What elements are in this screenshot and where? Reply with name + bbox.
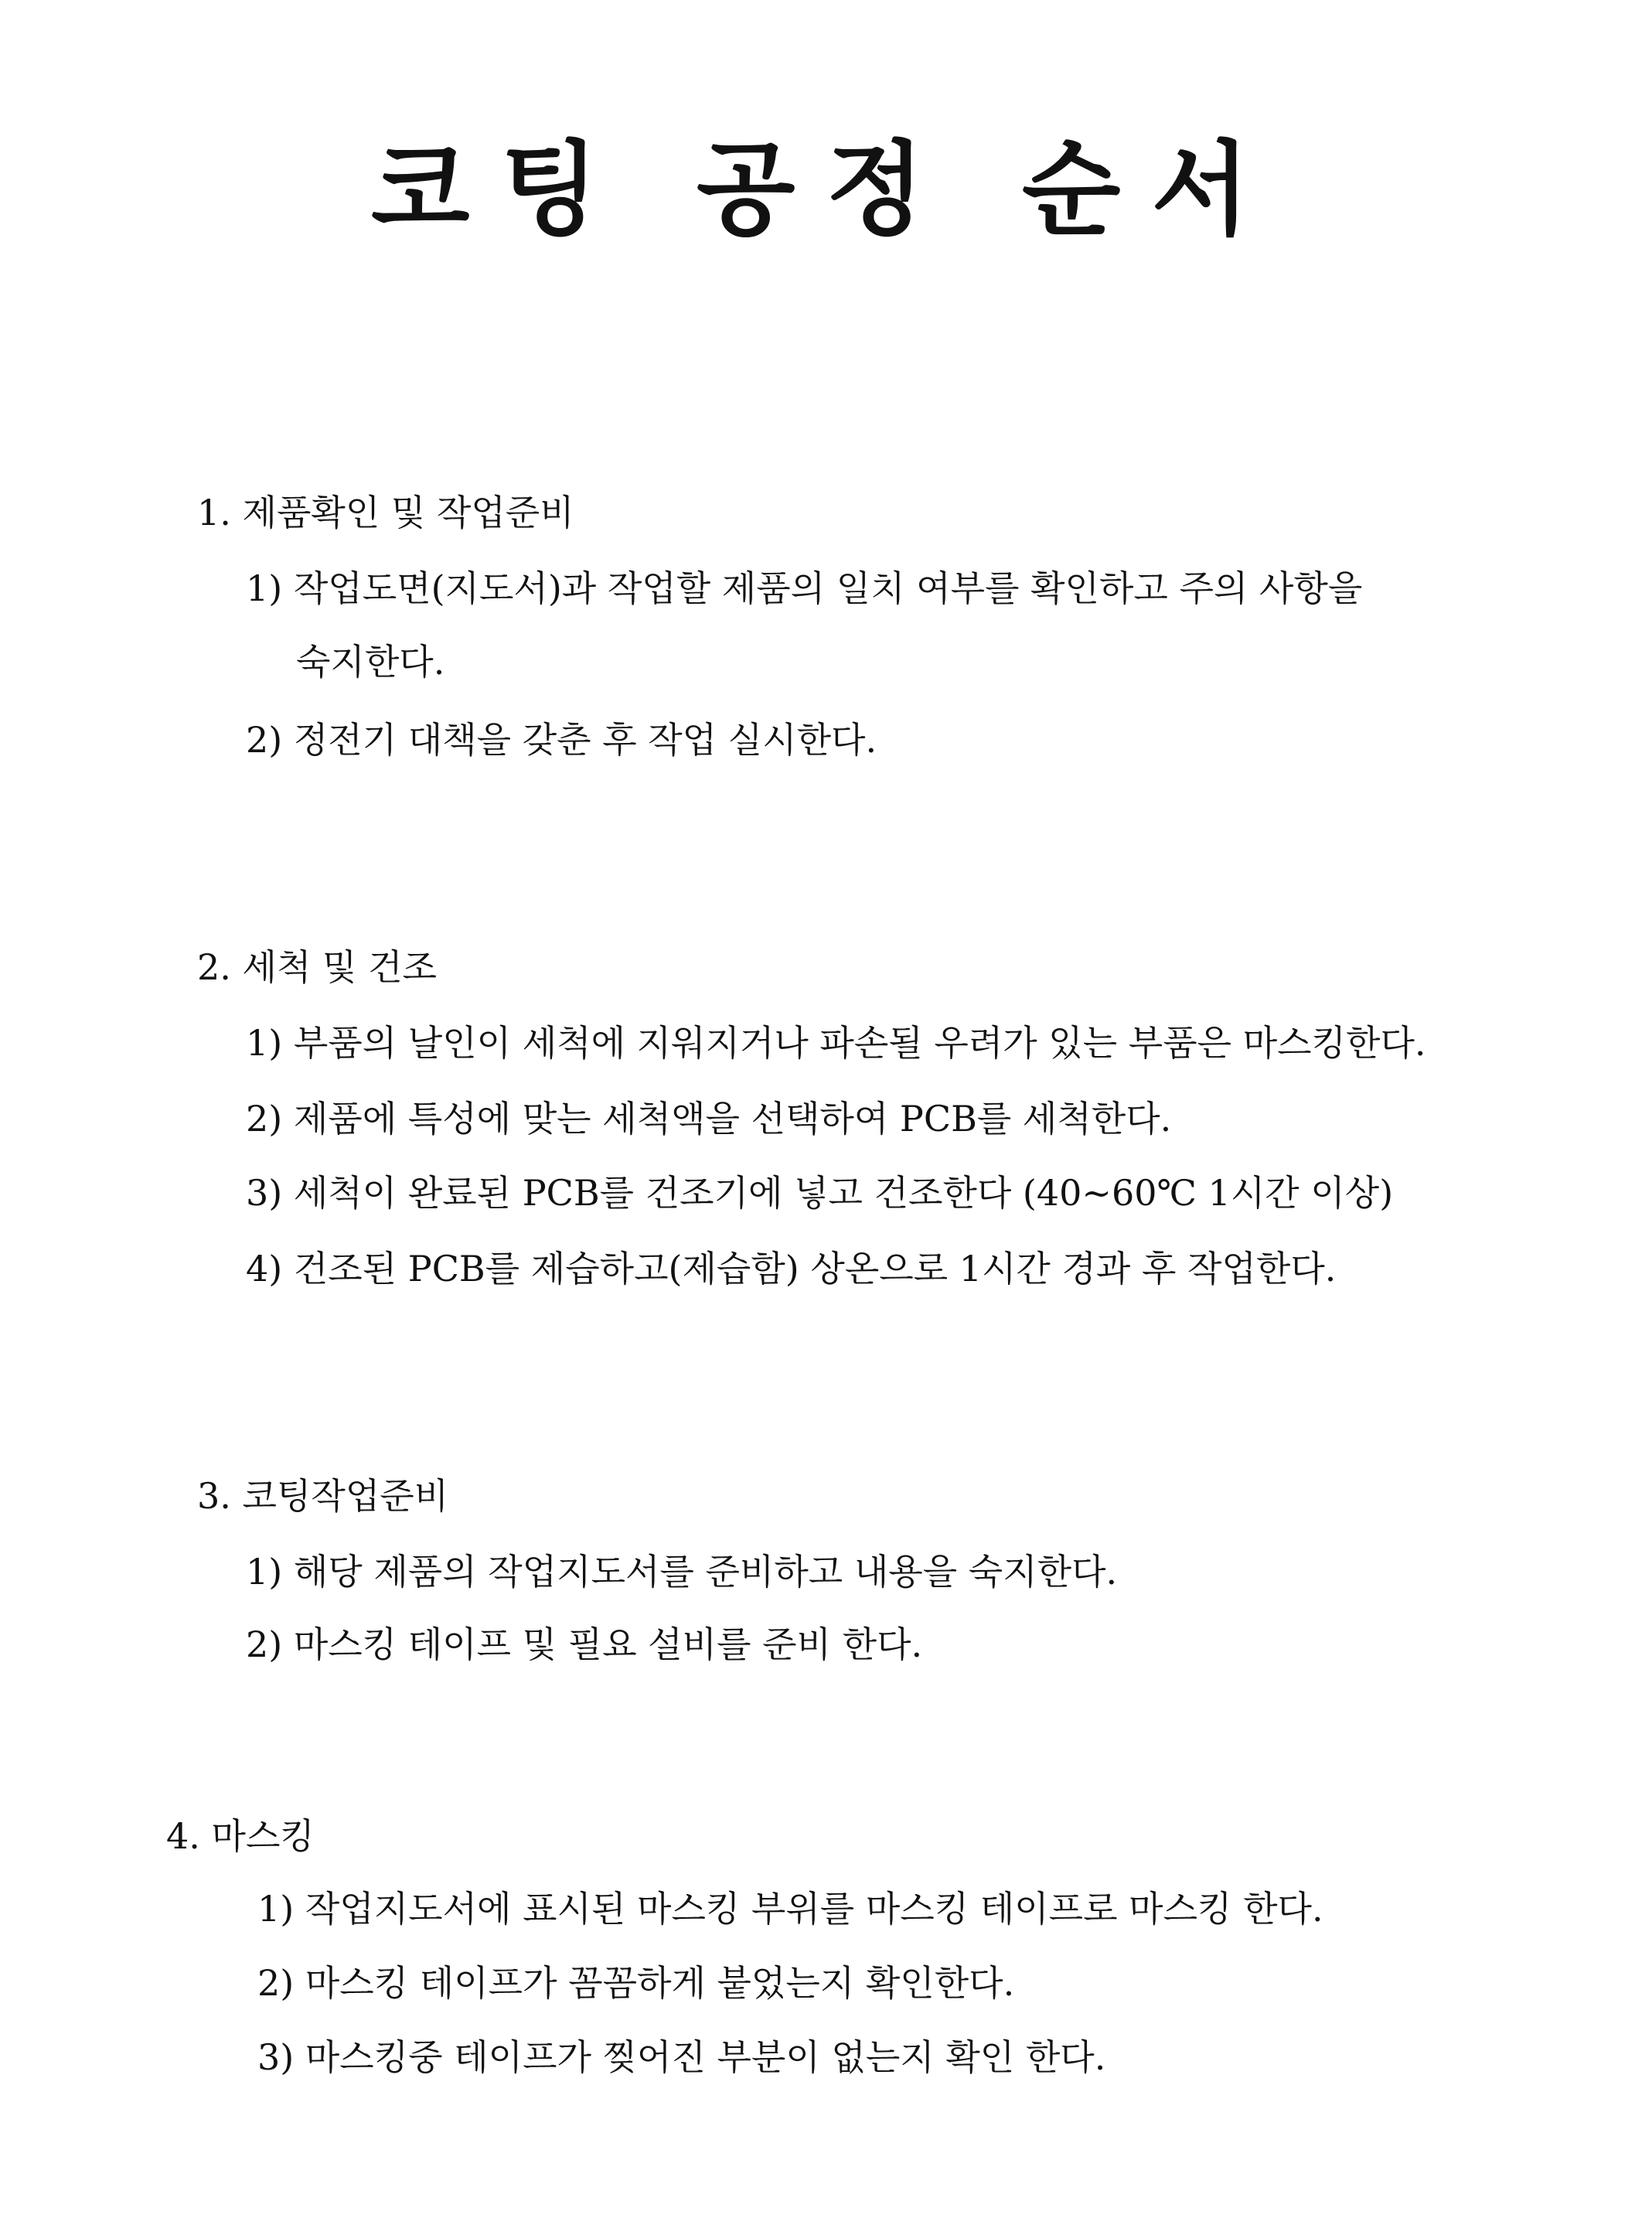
section-4-item-1: 1) 작업지도서에 표시된 마스킹 부위를 마스킹 테이프로 마스킹 한다.	[257, 1888, 1323, 1930]
section-3-item-1: 1) 해당 제품의 작업지도서를 준비하고 내용을 숙지한다.	[246, 1551, 1118, 1593]
section-heading-3: 3. 코팅작업준비	[197, 1475, 449, 1517]
section-4-item-3: 3) 마스킹중 테이프가 찢어진 부분이 없는지 확인 한다.	[257, 2036, 1106, 2078]
section-heading-1: 1. 제품확인 및 작업준비	[197, 492, 574, 533]
section-1-item-2: 2) 정전기 대책을 갖춘 후 작업 실시한다.	[246, 719, 877, 761]
section-2-item-1: 1) 부품의 날인이 세척에 지워지거나 파손될 우려가 있는 부품은 마스킹한다.	[246, 1022, 1426, 1064]
section-1-item-1: 1) 작업도면(지도서)과 작업할 제품의 일치 여부를 확인하고 주의 사항을	[246, 567, 1363, 609]
section-heading-2: 2. 세척 및 건조	[197, 946, 437, 988]
section-3-item-2: 2) 마스킹 테이프 및 필요 설비를 준비 한다.	[246, 1623, 923, 1665]
section-2-item-4: 4) 건조된 PCB를 제습하고(제습함) 상온으로 1시간 경과 후 작업한다.	[246, 1248, 1337, 1290]
section-4-item-2: 2) 마스킹 테이프가 꼼꼼하게 붙었는지 확인한다.	[257, 1962, 1015, 2004]
page-title: 코팅 공정 순서	[371, 131, 1281, 250]
section-2-item-2: 2) 제품에 특성에 맞는 세척액을 선택하여 PCB를 세척한다.	[246, 1098, 1172, 1140]
section-heading-4: 4. 마스킹	[166, 1815, 315, 1857]
section-2-item-3: 3) 세척이 완료된 PCB를 건조기에 넣고 건조한다 (40~60℃ 1시간 이상)	[246, 1172, 1394, 1214]
section-1-item-1-continuation: 숙지한다.	[296, 641, 445, 683]
